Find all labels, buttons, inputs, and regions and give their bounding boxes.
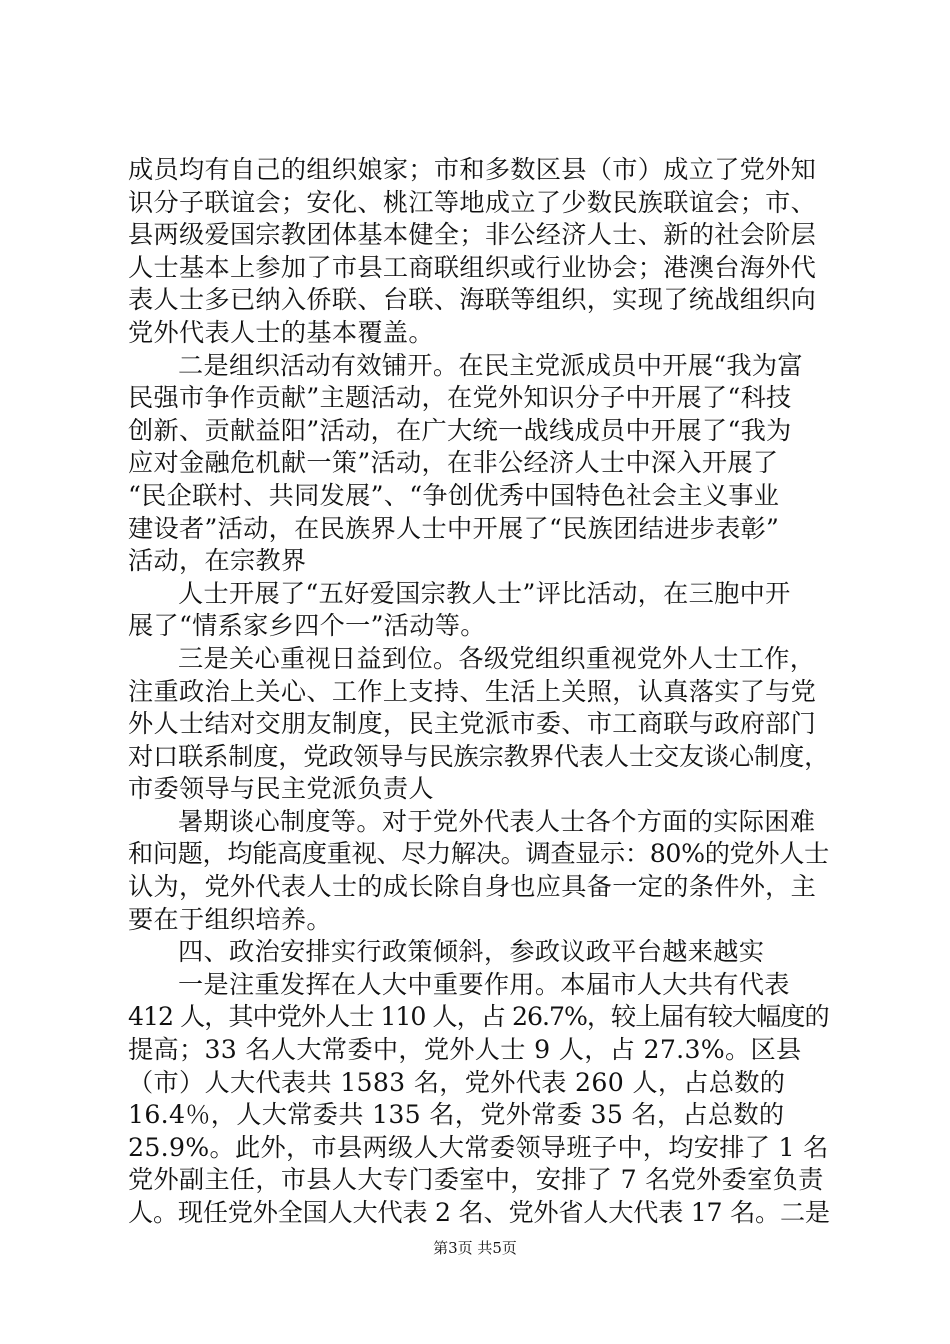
text-line: 认为，党外代表人士的成长除自身也应具备一定的条件外，主 xyxy=(128,872,817,902)
paragraph-start: 三是关心重视日益到位。各级党组织重视党外人士工作， xyxy=(178,643,816,673)
text-line: 成员均有自己的组织娘家；市和多数区县（市）成立了党外知 xyxy=(128,155,817,184)
text-line: 和问题，均能高度重视、尽力解决。调查显示：80%的党外人士 xyxy=(128,839,829,869)
text-line: 活动，在宗教界 xyxy=(128,546,307,576)
text-line: 注重政治上关心、工作上支持、生活上关照，认真落实了与党 xyxy=(128,676,817,706)
text-line: 表人士多已纳入侨联、台联、海联等组织，实现了统战组织向 xyxy=(128,285,817,315)
text-line: 民强市争作贡献”主题活动，在党外知识分子中开展了“科技 xyxy=(128,383,792,413)
paragraph-start: 二是组织活动有效铺开。在民主党派成员中开展“我为富 xyxy=(178,350,803,380)
page-number: 第3页 共5页 xyxy=(433,1239,517,1257)
text-line: “民企联村、共同发展”、“争创优秀中国特色社会主义事业 xyxy=(128,480,780,510)
text-line: 人。现任党外全国人大代表 2 名、党外省人大代表 17 名。二是 xyxy=(128,1198,830,1227)
text-line: 党外代表人士的基本覆盖。 xyxy=(128,317,434,347)
text-line: 应对金融危机献一策”活动，在非公经济人士中深入开展了 xyxy=(128,448,779,478)
text-line: 要在于组织培养。 xyxy=(128,904,332,934)
paragraph-start: 暑期谈心制度等。对于党外代表人士各个方面的实际困难 xyxy=(178,806,816,836)
text-line: 县两级爱国宗教团体基本健全；非公经济人士、新的社会阶层 xyxy=(128,220,817,250)
text-line: 展了“情系家乡四个一”活动等。 xyxy=(128,611,486,641)
text-line: 市委领导与民主党派负责人 xyxy=(128,774,434,804)
text-line: 人士基本上参加了市县工商联组织或行业协会；港澳台海外代 xyxy=(128,252,817,282)
paragraph-start: 一是注重发挥在人大中重要作用。本届市人大共有代表 xyxy=(178,969,790,999)
page-footer xyxy=(0,1238,950,1258)
text-line: （市）人大代表共 1583 名，党外代表 260 人，占总数的 xyxy=(128,1067,786,1097)
section-heading: 四、政治安排实行政策倾斜，参政议政平台越来越实 xyxy=(178,937,765,967)
text-line: 党外副主任，市县人大专门委室中，安排了 7 名党外委室负责 xyxy=(128,1165,824,1195)
document-body xyxy=(128,154,830,1230)
paragraph-start: 人士开展了“五好爱国宗教人士”评比活动，在三胞中开 xyxy=(178,578,791,608)
text-line: 外人士结对交朋友制度，民主党派市委、市工商联与政府部门 xyxy=(128,709,817,739)
text-line: 25.9%。此外，市县两级人大常委领导班子中，均安排了 1 名 xyxy=(128,1132,829,1162)
text-line: 16.4％，人大常委共 135 名，党外常委 35 名，占总数的 xyxy=(128,1100,785,1130)
text-line: 创新、贡献益阳”活动，在广大统一战线成员中开展了“我为 xyxy=(128,415,792,445)
text-line: 412 人，其中党外人士 110 人，占 26.7%，较上届有较大幅度的 xyxy=(128,1002,829,1032)
text-line: 建设者”活动，在民族界人士中开展了“民族团结进步表彰” xyxy=(128,513,780,543)
text-line: 识分子联谊会；安化、桃江等地成立了少数民族联谊会；市、 xyxy=(128,187,817,217)
text-line: 提高；33 名人大常委中，党外人士 9 人，占 27.3%。区县 xyxy=(128,1035,802,1065)
text-line: 对口联系制度，党政领导与民族宗教界代表人士交友谈心制度， xyxy=(128,741,830,771)
